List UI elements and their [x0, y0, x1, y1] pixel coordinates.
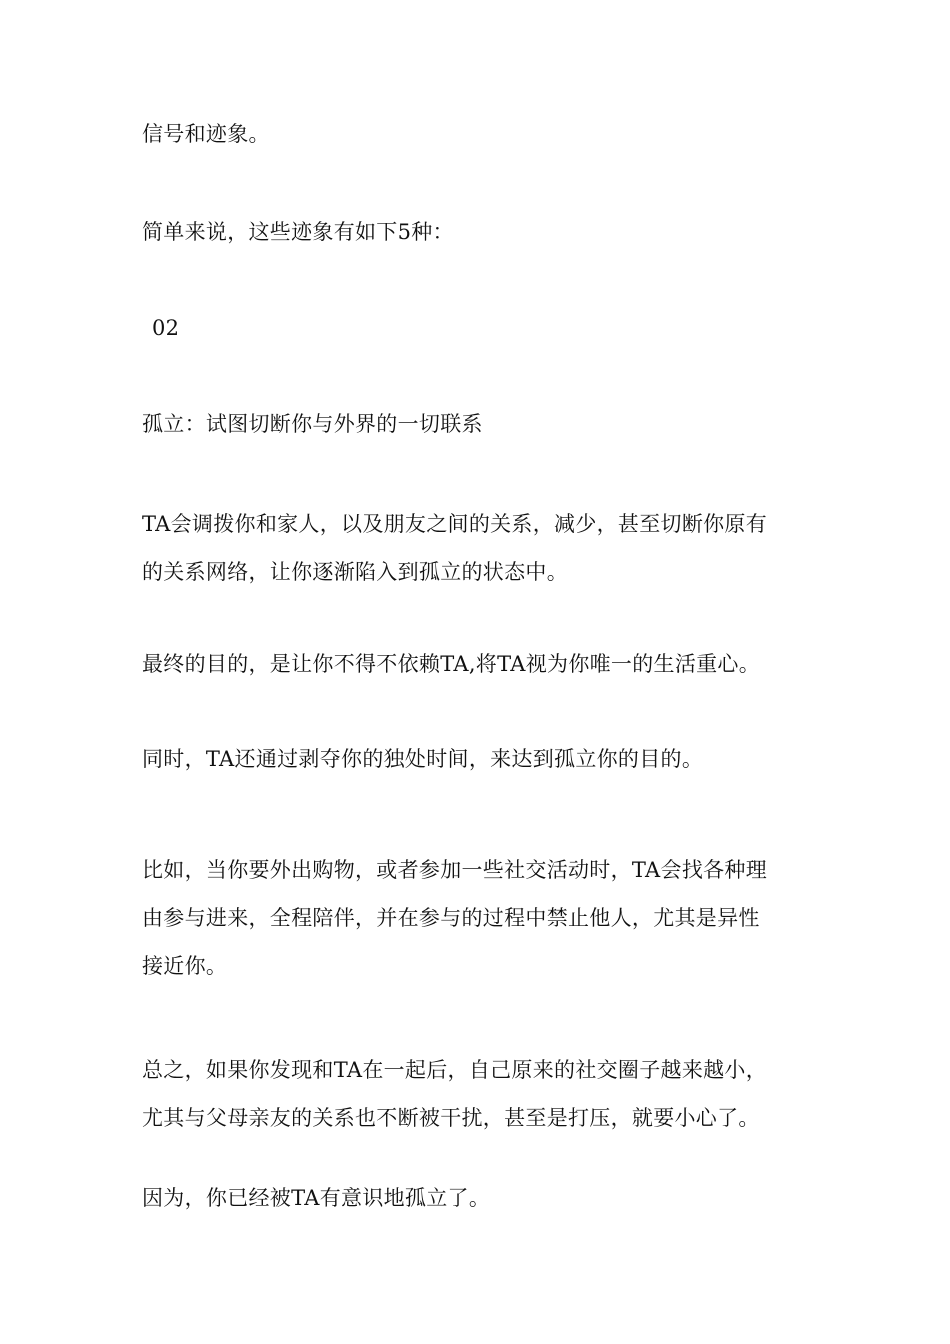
section-number: 02 [152, 316, 180, 340]
section-heading: 孤立：试图切断你与外界的一切联系 [142, 412, 483, 436]
paragraph-line: 比如，当你要外出购物，或者参加一些社交活动时，TA会找各种理 [142, 858, 768, 882]
paragraph-line: 的关系网络，让你逐渐陷入到孤立的状态中。 [142, 560, 568, 584]
paragraph-line: 信号和迹象。 [142, 122, 270, 146]
paragraph-line: 简单来说，这些迹象有如下5种： [142, 220, 454, 244]
paragraph-line: 由参与进来，全程陪伴，并在参与的过程中禁止他人，尤其是异性 [142, 906, 760, 930]
paragraph-line: 接近你。 [142, 954, 228, 978]
paragraph-line: 总之，如果你发现和TA在一起后，自己原来的社交圈子越来越小， [142, 1058, 768, 1082]
paragraph-line: 尤其与父母亲友的关系也不断被干扰，甚至是打压，就要小心了。 [142, 1106, 760, 1130]
paragraph-line: 同时，TA还通过剥夺你的独处时间，来达到孤立你的目的。 [142, 747, 704, 771]
paragraph-line: TA会调拨你和家人，以及朋友之间的关系，减少，甚至切断你原有 [142, 512, 768, 536]
paragraph-line: 因为，你已经被TA有意识地孤立了。 [142, 1186, 491, 1210]
paragraph-line: 最终的目的，是让你不得不依赖TA,将TA视为你唯一的生活重心。 [142, 652, 761, 676]
